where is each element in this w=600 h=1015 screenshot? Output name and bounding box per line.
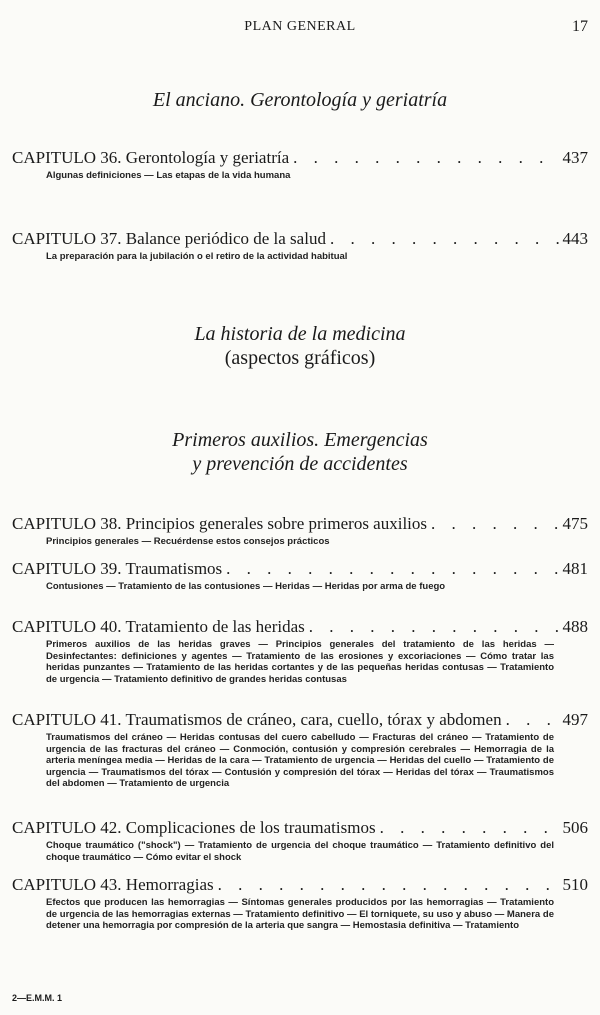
section-title-line1: La historia de la medicina [194, 323, 406, 345]
chapter-37 [12, 229, 588, 263]
section-title-line1: Primeros auxilios. Emergencias [172, 429, 428, 451]
leader-dots [506, 710, 559, 730]
chapter-label: CAPITULO 37. Balance periódico de la salud [12, 229, 326, 248]
section-title-line2: y prevención de accidentes [192, 453, 408, 475]
leader-dots [218, 875, 559, 895]
chapter-42 [12, 818, 588, 863]
chapter-label: CAPITULO 42. Complicaciones de los traumatismos [12, 818, 376, 837]
chapter-topics: Traumatismos del cráneo — Heridas contusas del cuero cabelludo — Fracturas del cráneo — Tratamiento de urgencia de las fracturas del cráneo — Conmoción, contusión y compresión cerebrales — Hemorragia de la arteria meníngea media — Heridas de la cara — Tratamiento de urgencia — Heridas del cuello — Tratamiento de urgencia — Traumatismos del tórax — Contusión y compresión del tórax — Heridas del tórax — Traumatismos del abdomen — Tratamiento de urgencia [46, 732, 554, 789]
leader-dots [309, 617, 559, 637]
chapter-page: 481 [562, 559, 588, 578]
chapter-page: 497 [562, 710, 588, 729]
chapter-39 [12, 559, 588, 593]
section-title-anciano [0, 88, 600, 112]
chapter-topics: Contusiones — Tratamiento de las contusiones — Heridas — Heridas por arma de fuego [46, 581, 446, 592]
leader-dots [293, 148, 558, 168]
chapter-43 [12, 875, 588, 932]
chapter-38 [12, 514, 588, 548]
chapter-topics: Efectos que producen las hemorragias — Síntomas generales producidos por las hemorragias — Tratamiento de urgencia de las hemorragias externas — Tratamiento definitivo — El torniquete, su uso y abuso — Manera de detener una hemorragia por compresión de la arteria que sangra — Hemostasia definitiva — Tratamiento [46, 897, 554, 931]
signature-mark: 2—E.M.M. 1 [12, 993, 63, 1003]
leader-dots [226, 559, 558, 579]
chapter-label: CAPITULO 41. Traumatismos de cráneo, cara, cuello, tórax y abdomen [12, 710, 502, 729]
chapter-41 [12, 710, 588, 790]
chapter-page: 475 [562, 514, 588, 533]
chapter-40 [12, 617, 588, 685]
chapter-page: 437 [562, 148, 588, 167]
chapter-page: 506 [562, 818, 588, 837]
chapter-topics: La preparación para la jubilación o el retiro de la actividad habitual [46, 251, 348, 262]
chapter-topics: Choque traumático ("shock") — Tratamiento de urgencia del choque traumático — Tratamiento definitivo del choque traumático — Cómo evitar el shock [46, 840, 554, 863]
chapter-page: 488 [562, 617, 588, 636]
chapter-label: CAPITULO 43. Hemorragias [12, 875, 214, 894]
section-title-line2: (aspectos gráficos) [224, 347, 376, 369]
section-title-historia [0, 322, 600, 370]
page-number: 17 [572, 18, 588, 35]
chapter-label: CAPITULO 40. Tratamiento de las heridas [12, 617, 305, 636]
chapter-page: 443 [562, 229, 588, 248]
chapter-page: 510 [562, 875, 588, 894]
chapter-36 [12, 148, 588, 182]
leader-dots [380, 818, 559, 838]
leader-dots [330, 229, 559, 249]
chapter-topics: Principios generales — Recuérdense estos consejos prácticos [46, 536, 330, 547]
chapter-topics: Primeros auxilios de las heridas graves — Principios generales del tratamiento de las heridas — Desinfectantes: definiciones y agentes — Tratamiento de las erosiones y excoriaciones — Cómo tratar las heridas punzantes — Tratamiento de las heridas cortantes y de las pequeñas heridas contusas — Tratamiento de urgencia — Tratamiento definitivo de grandes heridas contusas [46, 639, 554, 685]
running-head [0, 19, 600, 39]
chapter-label: CAPITULO 39. Traumatismos [12, 559, 223, 578]
section-title-primeros-auxilios [0, 428, 600, 476]
leader-dots [431, 514, 558, 534]
chapter-label: CAPITULO 38. Principios generales sobre primeros auxilios [12, 514, 428, 533]
chapter-label: CAPITULO 36. Gerontología y geriatría [12, 148, 290, 167]
running-title: PLAN GENERAL [244, 19, 356, 34]
chapter-topics: Algunas definiciones — Las etapas de la vida humana [46, 170, 291, 181]
section-title-text: El anciano. Gerontología y geriatría [152, 89, 448, 111]
